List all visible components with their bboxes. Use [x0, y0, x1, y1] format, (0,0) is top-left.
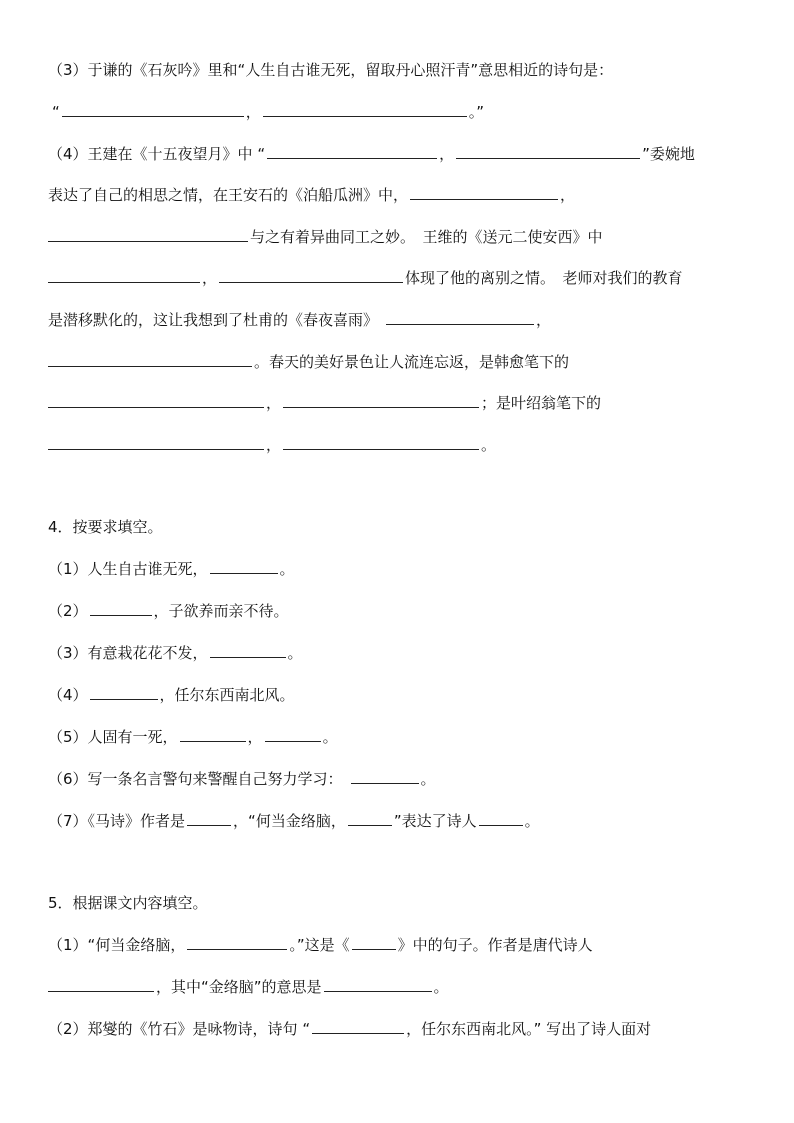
- q3-4-line4: [48, 266, 754, 290]
- punct: 。: [322, 728, 338, 746]
- text: （4）: [48, 686, 88, 704]
- punct: 。: [287, 644, 303, 662]
- answer-blank[interactable]: [48, 391, 264, 408]
- answer-blank[interactable]: [352, 933, 396, 950]
- answer-blank[interactable]: [283, 433, 479, 450]
- q4-heading: 4．按要求填空。: [48, 518, 163, 536]
- open-quote: “: [52, 103, 60, 121]
- answer-blank[interactable]: [187, 809, 231, 826]
- punct: ，: [247, 728, 263, 746]
- answer-blank[interactable]: [48, 975, 154, 992]
- text: （2）: [48, 602, 88, 620]
- answer-blank[interactable]: [219, 266, 403, 283]
- answer-blank[interactable]: [90, 683, 158, 700]
- answer-blank[interactable]: [267, 142, 437, 159]
- text: （1）“何当金络脑，: [48, 936, 186, 954]
- answer-blank[interactable]: [456, 142, 640, 159]
- q5-line1: [48, 933, 754, 957]
- q4-item-5: [48, 725, 754, 749]
- text: 。”这是《: [289, 936, 350, 954]
- answer-blank[interactable]: [62, 100, 244, 117]
- answer-blank[interactable]: [324, 975, 432, 992]
- text: 》中的句子。作者是唐代诗人: [397, 936, 593, 954]
- text: （5）人固有一死，: [48, 728, 178, 746]
- q3-4-line3: [48, 225, 754, 249]
- punct: ，: [560, 186, 576, 204]
- punct: 。: [279, 560, 295, 578]
- answer-blank[interactable]: [48, 266, 200, 283]
- answer-blank[interactable]: [263, 100, 467, 117]
- answer-blank[interactable]: [48, 350, 252, 367]
- q4-item-7: [48, 809, 754, 833]
- q3-3-line2: [52, 100, 754, 124]
- q5-heading: 5．根据课文内容填空。: [48, 894, 208, 912]
- answer-blank[interactable]: [210, 557, 278, 574]
- answer-blank[interactable]: [187, 933, 287, 950]
- answer-blank[interactable]: [410, 183, 558, 200]
- q4-item-6: [48, 767, 754, 791]
- q3-4-line7: [48, 391, 754, 415]
- q3-4-line5: [48, 308, 754, 332]
- text: （3）有意栽花花不发，: [48, 644, 208, 662]
- answer-blank[interactable]: [48, 433, 264, 450]
- text: 与之有着异曲同工之妙。 王维的《送元二使安西》中: [250, 228, 603, 246]
- q3-4-line1: [48, 142, 754, 166]
- punct: ，: [245, 103, 261, 121]
- text: 表达了自己的相思之情，在王安石的《泊船瓜洲》中，: [48, 186, 409, 204]
- q4-item-4: [48, 683, 754, 707]
- text: ，任尔东西南北风。: [159, 686, 295, 704]
- text: 。春天的美好景色让人流连忘返，是韩愈笔下的: [254, 353, 570, 371]
- text: ”委婉地: [642, 145, 695, 163]
- q3-4-line2: [48, 183, 754, 207]
- punct: ，: [266, 394, 282, 412]
- answer-blank[interactable]: [210, 641, 286, 658]
- punct: ，: [266, 436, 282, 454]
- answer-blank[interactable]: [90, 599, 152, 616]
- answer-blank[interactable]: [386, 308, 534, 325]
- text: ”表达了诗人: [393, 812, 477, 830]
- text: （6）写一条名言警句来警醒自己努力学习：: [48, 770, 343, 788]
- answer-blank[interactable]: [348, 809, 392, 826]
- text: 是潜移默化的，这让我想到了杜甫的《春夜喜雨》: [48, 311, 379, 329]
- answer-blank[interactable]: [351, 767, 419, 784]
- punct: 。”: [468, 103, 485, 121]
- punct: 。: [524, 812, 540, 830]
- answer-blank[interactable]: [283, 391, 479, 408]
- q5-line2: [48, 975, 754, 999]
- q4-item-2: [48, 599, 754, 623]
- answer-blank[interactable]: [180, 725, 246, 742]
- answer-blank[interactable]: [312, 1017, 404, 1034]
- q3-3-line1: [48, 58, 754, 82]
- q4-item-1: [48, 557, 754, 581]
- q3-4-line6: [48, 350, 754, 374]
- punct: 。: [481, 436, 497, 454]
- text: （7）《马诗》作者是: [48, 812, 186, 830]
- q5-line3: [48, 1017, 754, 1041]
- text: （1）人生自古谁无死，: [48, 560, 208, 578]
- text: ，其中“金络脑”的意思是: [156, 978, 322, 996]
- text: 体现了他的离别之情。 老师对我们的教育: [405, 269, 683, 287]
- q3-3-prompt: （3）于谦的《石灰吟》里和“人生自古谁无死，留取丹心照汗青”意思相近的诗句是：: [48, 61, 614, 79]
- q3-4-prompt: （4）王建在《十五夜望月》中 “: [48, 145, 266, 163]
- punct: 。: [433, 978, 449, 996]
- text: ，任尔东西南北风。” 写出了诗人面对: [406, 1020, 652, 1038]
- text: ，“何当金络脑，: [233, 812, 346, 830]
- answer-blank[interactable]: [265, 725, 321, 742]
- answer-blank[interactable]: [48, 225, 248, 242]
- punct: ，: [202, 269, 218, 287]
- answer-blank[interactable]: [479, 809, 523, 826]
- text: （2）郑燮的《竹石》是咏物诗，诗句 “: [48, 1020, 311, 1038]
- q4-item-3: [48, 641, 754, 665]
- punct: ，: [439, 145, 455, 163]
- text: ；是叶绍翁笔下的: [481, 394, 602, 412]
- text: ，子欲养而亲不待。: [153, 602, 289, 620]
- punct: 。: [420, 770, 436, 788]
- q3-4-line8: [48, 433, 754, 457]
- punct: ，: [536, 311, 552, 329]
